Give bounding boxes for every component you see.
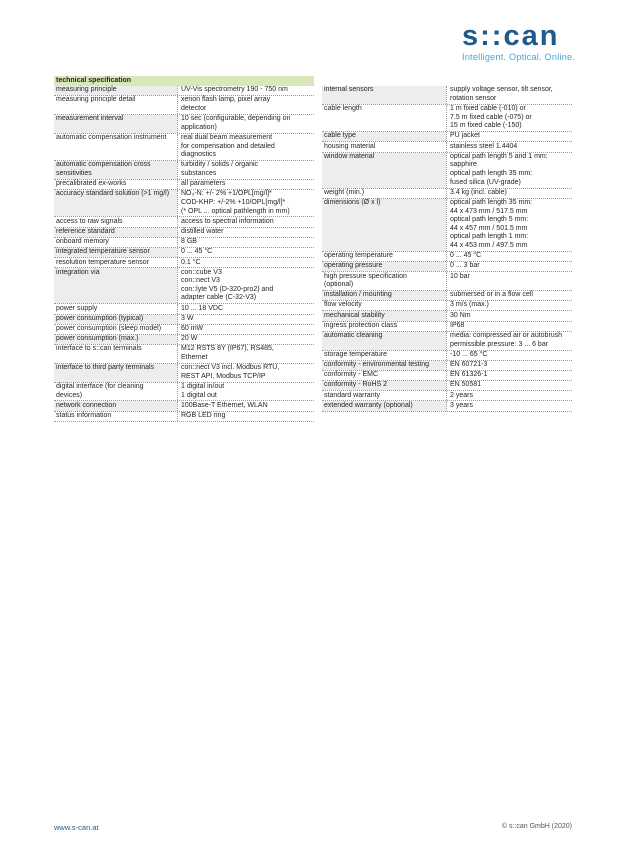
spec-label: high pressure specification (optional) [322,272,446,290]
spec-label: digital interface (for cleaning devices) [54,383,177,401]
spec-row [322,262,572,272]
spec-label: cable type [322,132,446,141]
spec-value: PU jacket [446,132,572,141]
spec-value: 0 ... 45 °C [446,252,572,261]
spec-label: housing material [322,142,446,151]
spec-value: EN 50581 [446,381,572,390]
spec-label: measurement interval [54,115,177,133]
spec-label: weight (min.) [322,189,446,198]
footer-website-link[interactable]: www.s-can.at [54,823,99,832]
spec-row [322,322,572,332]
spec-label: ingress protection class [322,322,446,331]
spec-value: UV-Vis spectrometry 190 - 750 nm [177,86,314,95]
spec-label: interface to s::can terminals [54,345,177,363]
spec-row [54,180,314,190]
spec-label: conformity - EMC [322,371,446,380]
spec-value: EN 60721-3 [446,361,572,370]
spec-value: 8 GB [177,238,314,247]
spec-value: 1 m fixed cable (-010) or 7.5 m fixed cable (-075) or 15 m fixed cable (-150) [446,105,572,131]
spec-row [54,96,314,115]
spec-row [322,272,572,291]
spec-value: con::nect V3 incl. Modbus RTU, REST API, Modbus TCP/IP [177,364,314,382]
spec-row [322,381,572,391]
spec-label: automatic compensation cross sensitivities [54,161,177,179]
spec-value: 10 sec (configurable, depending on application) [177,115,314,133]
spec-value: 60 mW [177,325,314,334]
spec-label: storage temperature [322,351,446,360]
spec-label: automatic cleaning [322,332,446,350]
spec-row [54,401,314,411]
spec-row [54,345,314,364]
spec-row [322,142,572,152]
spec-value: 3 W [177,315,314,324]
spec-value: real dual beam measurement for compensation and detailed diagnostics [177,134,314,160]
spec-label: interface to third party terminals [54,364,177,382]
spec-row [54,161,314,180]
spec-row [322,311,572,321]
spec-row [54,217,314,227]
spec-value: 30 Nm [446,311,572,320]
spec-label: cable length [322,105,446,131]
spec-row [54,258,314,268]
spec-value: RGB LED ring [177,412,314,421]
spec-label: automatic compensation instrument [54,134,177,160]
spec-label: precalibrated ex-works [54,180,177,189]
brand-logo [462,22,582,62]
spec-value: con::cube V3 con::nect V3 con::lyte V5 (D-320-pro2) and adapter cable (C-32-V3) [177,268,314,303]
spec-label: status information [54,412,177,421]
spec-value: distilled water [177,228,314,237]
spec-table-right [322,86,572,412]
section-header [54,76,314,86]
spec-label: measuring principle [54,86,177,95]
spec-value: 2 years [446,391,572,400]
spec-label: internal sensors [322,86,446,104]
spec-row [54,364,314,383]
spec-row [322,401,572,411]
spec-row [322,86,572,105]
spec-value: optical path length 5 and 1 mm: sapphire optical path length 35 mm: fused silica (UV-grade) [446,153,572,188]
spec-row [322,301,572,311]
spec-row [322,153,572,189]
spec-row [322,189,572,199]
spec-value: 3 years [446,401,572,410]
spec-label: integration via [54,268,177,303]
spec-label: dimensions (Ø x l) [322,199,446,251]
spec-row [54,115,314,134]
spec-value: 0.1 °C [177,258,314,267]
spec-label: power consumption (sleep model) [54,325,177,334]
spec-row [322,105,572,132]
spec-value: 0 ... 3 bar [446,262,572,271]
spec-value: supply voltage sensor, tilt sensor, rotation sensor [446,86,572,104]
spec-row [322,252,572,262]
spec-row [54,325,314,335]
spec-label: extended warranty (optional) [322,401,446,410]
logo-wordmark: s::can [462,20,560,52]
spec-value: -10 ... 65 °C [446,351,572,360]
spec-value: 0 ... 45 °C [177,248,314,257]
spec-row [54,304,314,314]
spec-label: power supply [54,304,177,313]
spec-row [54,248,314,258]
spec-row [54,228,314,238]
spec-label: operating pressure [322,262,446,271]
spec-label: conformity - RoHS 2 [322,381,446,390]
spec-label: installation / mounting [322,291,446,300]
spec-label: window material [322,153,446,188]
spec-label: access to raw signals [54,217,177,226]
spec-label: operating temperature [322,252,446,261]
spec-row [322,391,572,401]
spec-value: 10 ... 18 VDC [177,304,314,313]
spec-value: optical path length 35 mm: 44 x 473 mm / 517.5 mm optical path length 5 mm: 44 x 457 mm / 501.5 mm optical path length 1 mm: 44 x 453 mm / 497.5 mm [446,199,572,251]
logo-tagline: Intelligent. Optical. Online. [462,52,576,62]
spec-value: 1 digital in/out 1 digital out [177,383,314,401]
spec-value: EN 61326-1 [446,371,572,380]
spec-value: IP68 [446,322,572,331]
spec-row [54,268,314,304]
footer-copyright: © s::can GmbH (2020) [501,823,572,830]
spec-row [54,335,314,345]
spec-table-left [54,86,314,422]
spec-label: integrated temperature sensor [54,248,177,257]
spec-value: submersed or in a flow cell [446,291,572,300]
spec-value: NO₃-N: +/- 2% +1/OPL[mg/l]* COD-KHP: +/-2% +10/OPL[mg/l]* (* OPL ... optical pathlength in mm) [177,190,314,216]
spec-label: onboard memory [54,238,177,247]
spec-row [322,132,572,142]
spec-label: standard warranty [322,391,446,400]
spec-row [322,199,572,252]
spec-value: access to spectral information [177,217,314,226]
spec-row [54,190,314,217]
spec-label: resolution temperature sensor [54,258,177,267]
spec-row [322,332,572,351]
spec-value: 3.4 kg (incl. cable) [446,189,572,198]
spec-value: media: compressed air or autobrush permissible pressure: 3 ... 6 bar [446,332,572,350]
spec-row [322,371,572,381]
spec-row [54,86,314,96]
spec-label: network connection [54,401,177,410]
spec-row [54,315,314,325]
spec-row [322,291,572,301]
spec-label: accuracy standard solution (>1 mg/l) [54,190,177,216]
spec-value: xenon flash lamp, pixel array detector [177,96,314,114]
spec-label: measuring principle detail [54,96,177,114]
spec-value: turbidity / solids / organic substances [177,161,314,179]
spec-label: flow velocity [322,301,446,310]
spec-label: reference standard [54,228,177,237]
spec-row [54,412,314,422]
spec-label: conformity - environmental testing [322,361,446,370]
spec-value: 10 bar [446,272,572,290]
spec-label: power consumption (max.) [54,335,177,344]
spec-value: 100Base-T Ethernet, WLAN [177,401,314,410]
spec-row [322,361,572,371]
spec-row [54,383,314,402]
spec-value: 3 m/s (max.) [446,301,572,310]
spec-row [54,134,314,161]
spec-label: power consumption (typical) [54,315,177,324]
spec-value: M12 RSTS 8Y (IP67), RS485, Ethernet [177,345,314,363]
spec-row [54,238,314,248]
spec-label: mechanical stability [322,311,446,320]
spec-value: 20 W [177,335,314,344]
spec-value: all parameters [177,180,314,189]
section-title: technical specification [56,77,132,84]
spec-row [322,351,572,361]
spec-value: stainless steel 1.4404 [446,142,572,151]
